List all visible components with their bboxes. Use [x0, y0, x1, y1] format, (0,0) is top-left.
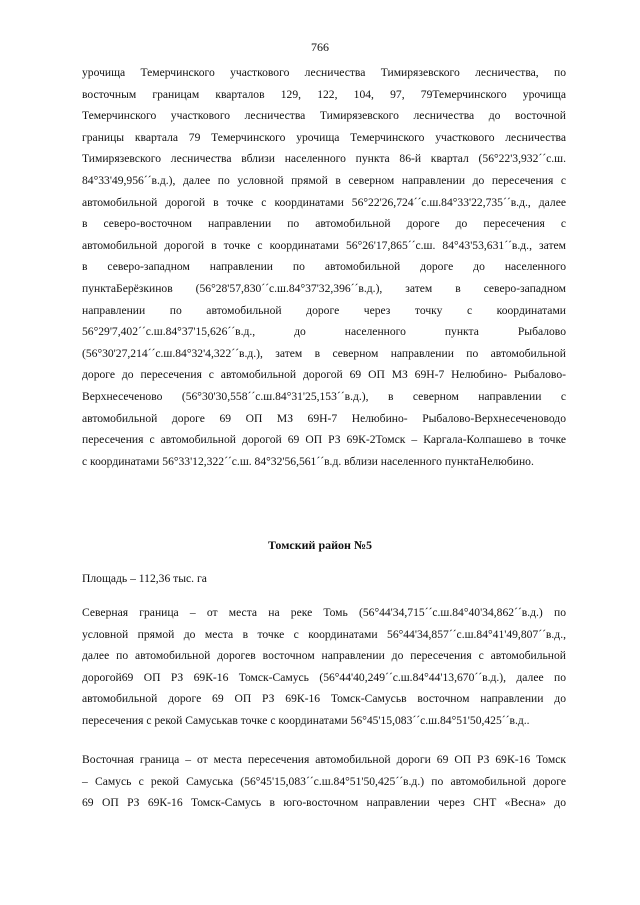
text-line: 69 ОП РЗ 69К-16 Томск-Самусь в юго-восточном направлении через СНТ «Весна» до	[82, 796, 566, 810]
text-line: в северо-восточном направлении по автомобильной дороге до пересечения с	[82, 217, 566, 231]
text-line: – Самусь с рекой Самуська (56°45'15,083´´с.ш.84°51'50,425´´в.д.) по автомобильной дороге	[82, 774, 566, 788]
text-line: с координатами 56°33'12,322´´с.ш. 84°32'56,561´´в.д. вблизи населенного пунктаНелюбино.	[82, 454, 534, 468]
text-line: условной прямой до места в точке с координатами 56°44'34,857´´с.ш.84°41'49,807´´в.д.,	[82, 627, 566, 641]
text-line: границы квартала 79 Темерчинского урочища Темерчинского участкового лесничества	[82, 130, 566, 144]
paragraph-boundary-continuation	[82, 62, 566, 472]
text-line: автомобильной дороге 69 ОП МЗ 69Н-7 Нелюбино- Рыбалово-Верхнесеченоводо	[82, 411, 566, 425]
text-line: Восточная граница – от места пересечения автомобильной дороги 69 ОП РЗ 69К-16 Томск	[82, 753, 566, 766]
text-line: Тимирязевского лесничества вблизи населенного пункта 86-й квартал (56°22'3,932´´с.ш.	[82, 152, 566, 166]
text-line: дорогой69 ОП РЗ 69К-16 Томск-Самусь (56°44'40,249´´с.ш.84°44'13,670´´в.д.), далее по	[82, 670, 566, 684]
section-heading: Томский район №5	[267, 538, 373, 552]
text-line: восточным границам кварталов 129, 122, 104, 97, 79Темерчинского урочища	[82, 87, 566, 101]
text-line: Верхнесеченово (56°30'30,558´´с.ш.84°31'25,153´´в.д.), в северном направлении с	[82, 389, 566, 403]
text-line: 84°33'49,956´´в.д.), далее по условной прямой в северном направлении до пересечения с	[82, 173, 566, 187]
page-number: 766	[311, 40, 329, 54]
text-line: автомобильной дорогой в точке с координатами 56°22'26,724´´с.ш.84°33'22,735´´в.д., далее	[82, 195, 566, 209]
text-line: далее по автомобильной дорогев восточном направлении до пересечения с автомобильной	[82, 649, 566, 663]
text-line: Темерчинского участкового лесничества Тимирязевского лесничества до восточной	[82, 109, 566, 123]
text-line: направлении по автомобильной дороге через точку с координатами	[82, 303, 566, 317]
paragraph-eastern-boundary	[82, 749, 566, 814]
text-line: (56°30'27,214´´с.ш.84°32'4,322´´в.д.), затем в северном направлении по автомобильной	[82, 346, 566, 360]
text-line: Северная граница – от места на реке Томь (56°44'34,715´´с.ш.84°40'34,862´´в.д.) по	[82, 606, 566, 619]
text-line: автомобильной дорогой в точке с координатами 56°26'17,865´´с.ш. 84°43'53,631´´в.д., затем	[82, 238, 566, 252]
text-line: дороге до пересечения с автомобильной дорогой 69 ОП МЗ 69Н-7 Нелюбино- Рыбалово-	[82, 368, 566, 382]
paragraph-northern-boundary	[82, 602, 566, 732]
text-line: пунктаБерёзкинов (56°28'57,830´´с.ш.84°37'32,396´´в.д.), затем в северо-западном	[82, 281, 566, 295]
text-line: автомобильной дороге 69 ОП РЗ 69К-16 Томск-Самусьв восточном направлении до	[82, 692, 566, 706]
area-line: Площадь – 112,36 тыс. га	[82, 572, 207, 585]
text-line: урочища Темерчинского участкового лесничества Тимирязевского лесничества, по	[82, 66, 566, 79]
text-line: пересечения с автомобильной дорогой 69 ОП РЗ 69К-2Томск – Каргала-Колпашево в точке	[82, 433, 566, 447]
text-line: пересечения с рекой Самуськав точке с координатами 56°45'15,083´´с.ш.84°51'50,425´´в.д..	[82, 713, 530, 727]
text-line: 56°29'7,402´´с.ш.84°37'15,626´´в.д., до населенного пункта Рыбалово	[82, 325, 566, 339]
text-line: в северо-западном направлении по автомобильной дороге до населенного	[82, 260, 566, 274]
